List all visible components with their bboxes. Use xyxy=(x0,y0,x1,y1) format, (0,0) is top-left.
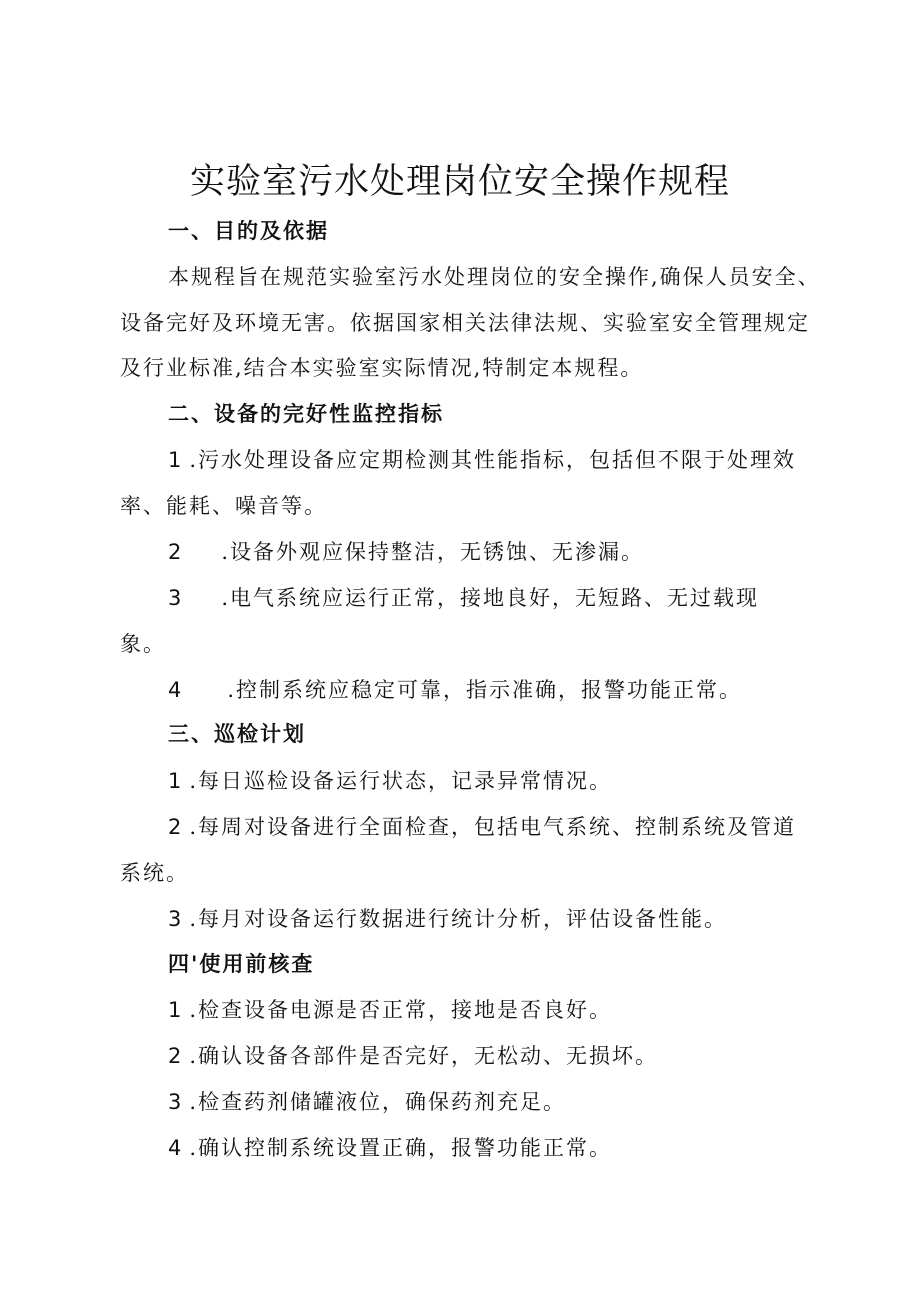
item-text: .每日巡检设备运行状态，记录异常情况。 xyxy=(189,769,613,793)
item-text: .设备外观应保持整洁，无锈蚀、无渗漏。 xyxy=(221,540,645,564)
item-number: 1 xyxy=(168,769,184,793)
item-text: .污水处理设备应定期检测其性能指标，包括但不限于处理效 xyxy=(189,448,797,472)
item-number: 1 xyxy=(168,998,184,1022)
document-title: 实验室污水处理岗位安全操作规程 xyxy=(189,162,730,202)
paragraph-line: 设备完好及环境无害。依据国家相关法律法规、实验室安全管理规定 xyxy=(120,311,810,335)
list-item xyxy=(168,811,796,843)
item-number: 4 xyxy=(168,678,184,702)
item-number: 2 xyxy=(168,1044,184,1068)
item-number: 2 xyxy=(168,540,184,564)
item-text: .每月对设备运行数据进行统计分析，评估设备性能。 xyxy=(189,907,728,931)
list-item xyxy=(168,1086,566,1118)
list-item xyxy=(168,903,727,935)
item-text: .确认设备各部件是否完好，无松动、无损坏。 xyxy=(189,1044,659,1068)
item-continuation: 率、能耗、噪音等。 xyxy=(120,494,327,518)
item-text: .控制系统应稳定可靠，指示准确，报警功能正常。 xyxy=(227,678,743,702)
item-number: 3 xyxy=(168,1090,184,1114)
item-text: .确认控制系统设置正确，报警功能正常。 xyxy=(189,1136,613,1160)
item-text: .检查设备电源是否正常，接地是否良好。 xyxy=(189,998,613,1022)
item-number: 1 xyxy=(168,448,184,472)
item-text: .电气系统应运行正常，接地良好，无短路、无过载现 xyxy=(221,586,760,610)
list-item xyxy=(168,536,644,568)
paragraph-line: 及行业标准,结合本实验室实际情况,特制定本规程。 xyxy=(120,356,644,380)
item-text: .检查药剂储罐液位，确保药剂充足。 xyxy=(189,1090,567,1114)
section-heading: 二、设备的完好性监控指标 xyxy=(168,402,444,426)
item-number: 4 xyxy=(168,1136,184,1160)
list-item xyxy=(168,674,742,706)
item-continuation: 象。 xyxy=(120,632,166,656)
item-number: 3 xyxy=(168,907,184,931)
item-text: .每周对设备进行全面检查，包括电气系统、控制系统及管道 xyxy=(189,815,797,839)
list-item xyxy=(168,444,796,476)
section-heading: 一、目的及依据 xyxy=(168,219,329,243)
item-number: 3 xyxy=(168,586,184,610)
paragraph-line: 本规程旨在规范实验室污水处理岗位的安全操作,确保人员安全、 xyxy=(168,265,821,289)
list-item xyxy=(168,1132,612,1164)
list-item xyxy=(168,994,612,1026)
section-heading: 四'使用前核查 xyxy=(168,952,315,976)
list-item xyxy=(168,582,759,614)
item-number: 2 xyxy=(168,815,184,839)
list-item xyxy=(168,1040,658,1072)
list-item xyxy=(168,765,612,797)
section-heading: 三、巡检计划 xyxy=(168,722,306,746)
item-continuation: 系统。 xyxy=(120,861,189,885)
